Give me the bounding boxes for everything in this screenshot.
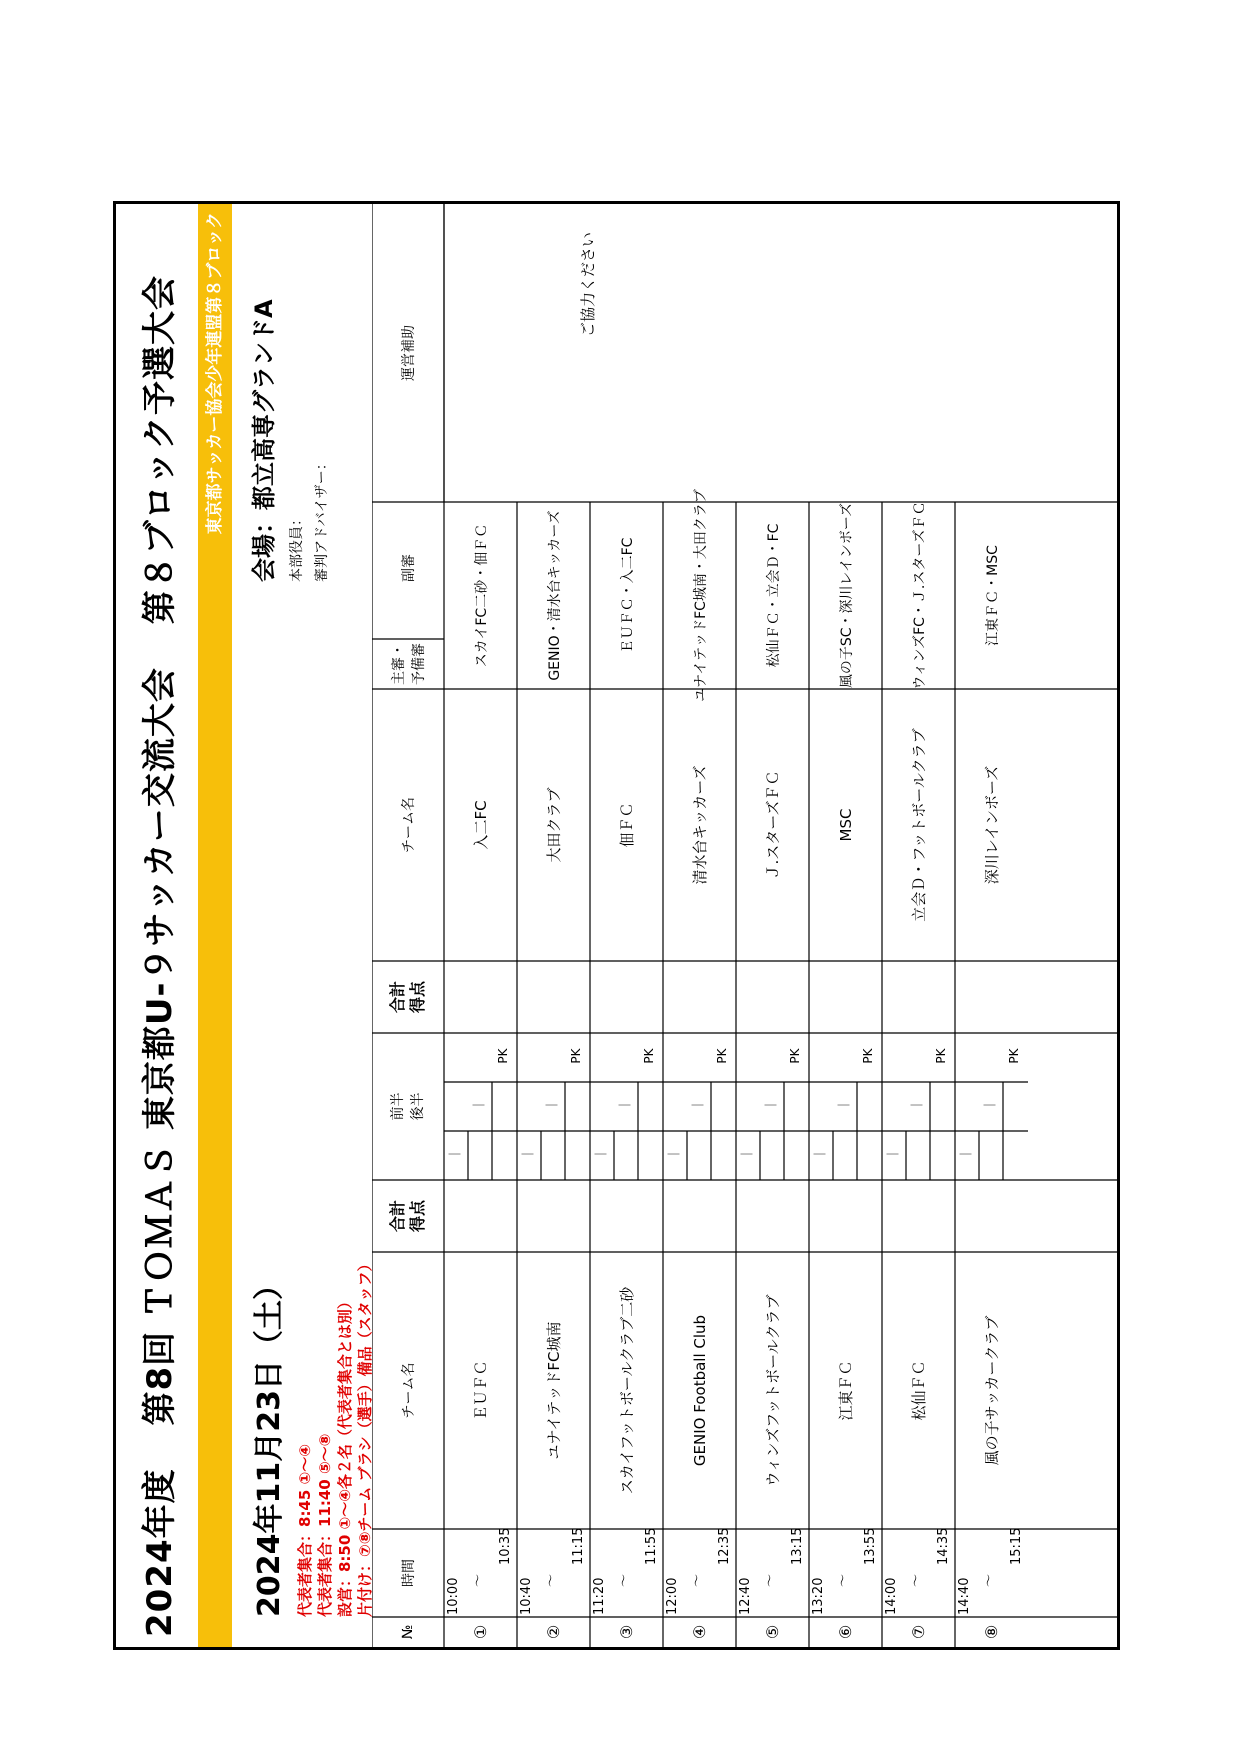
first-half-dash: ｜ <box>521 1148 535 1161</box>
match-table <box>372 204 1117 1647</box>
first-half-dash: ｜ <box>886 1148 900 1161</box>
match-end-time: 13:15 <box>790 1527 805 1565</box>
cooperation-note: ご協力ください <box>579 231 597 337</box>
match-start-time: 14:00 <box>884 1577 899 1615</box>
match-start-time: 12:40 <box>738 1577 753 1615</box>
match-number: ⑥ <box>836 1624 855 1640</box>
match-time-tilde: 〜 <box>909 1573 924 1587</box>
header-total-b <box>372 961 444 1033</box>
second-half-dash: ｜ <box>983 1099 997 1112</box>
pk-label: PK <box>861 1048 875 1064</box>
match-start-time: 12:00 <box>665 1577 680 1615</box>
header-points-label: 得点 <box>408 981 427 1014</box>
match-number: ② <box>544 1624 563 1640</box>
match-number: ① <box>471 1624 490 1640</box>
team-a-name: ウィンズフットボールクラブ <box>764 1294 782 1487</box>
header-second-half: 後半 <box>410 1092 426 1121</box>
match-number: ⑦ <box>909 1624 928 1640</box>
page-title <box>124 217 196 1637</box>
referee-assignment: ユナイテッドFC城南・大田クラブ <box>692 489 709 702</box>
match-number: ④ <box>690 1624 709 1640</box>
header-time: 時間 <box>401 1559 417 1587</box>
match-end-time: 10:35 <box>498 1527 513 1565</box>
header-assistant: 副審 <box>401 554 417 582</box>
team-b-name: 清水台キッカーズ <box>691 765 709 885</box>
team-b-name: 大田クラブ <box>545 787 563 863</box>
team-a-name: 松仙ＦＣ <box>910 1360 928 1421</box>
referee-assignment: スカイFC二砂・佃ＦＣ <box>473 523 490 668</box>
title-tournament: 第8回 ＴＯＭＡＳ 東京都U-９サッカー交流大会 <box>140 667 180 1426</box>
pk-label: PK <box>569 1048 583 1064</box>
second-half-dash: ｜ <box>545 1099 559 1112</box>
team-a-name: GENIO Football Club <box>690 1314 709 1467</box>
referee-assignment: ＥＵＦＣ・入二FC <box>619 537 636 654</box>
note-representative-1: 代表者集合：8:45 ①〜④ <box>296 1444 314 1617</box>
second-half-dash: ｜ <box>691 1099 705 1112</box>
staff-referee-advisor: 審判アドバイザー： <box>314 456 330 582</box>
match-time-tilde: 〜 <box>763 1573 778 1587</box>
team-b-name: 佃ＦＣ <box>618 802 636 848</box>
pk-label: PK <box>642 1048 656 1064</box>
team-a-name: ユナイテッドFC城南 <box>545 1321 563 1460</box>
team-a-name: スカイフットボールクラブ二砂 <box>618 1286 636 1495</box>
organizer-name: 東京都サッカー協会少年連盟第８ブロック <box>205 212 225 535</box>
referee-assignment: ウィンズFC・Ｊ.スターズＦＣ <box>911 501 928 690</box>
event-date: 2024年11月23日（土） <box>252 1270 287 1617</box>
pk-label: PK <box>496 1048 510 1064</box>
match-start-time: 11:20 <box>592 1577 607 1615</box>
match-start-time: 10:40 <box>519 1577 534 1615</box>
note-representative-2: 代表者集合：11:40 ⑤〜⑧ <box>316 1433 334 1617</box>
header-total-a <box>372 1180 444 1252</box>
sheet-content <box>113 201 1120 1650</box>
venue: 会場：都立高専グランドA <box>250 299 278 582</box>
referee-assignment: GENIO・清水台キッカーズ <box>546 510 563 681</box>
pk-label: PK <box>934 1048 948 1064</box>
header-referee: 主審・予備審 <box>391 643 427 685</box>
header-total-label: 合計 <box>388 1200 407 1233</box>
match-end-time: 13:55 <box>863 1527 878 1565</box>
first-half-dash: ｜ <box>740 1148 754 1161</box>
match-end-time: 14:35 <box>936 1527 951 1565</box>
match-end-time: 11:55 <box>644 1527 659 1565</box>
match-time-tilde: 〜 <box>690 1573 705 1587</box>
first-half-dash: ｜ <box>667 1148 681 1161</box>
header-team-b: チーム名 <box>401 797 417 853</box>
team-a-name: 風の子サッカークラブ <box>983 1315 1001 1466</box>
title-year: 2024年度 <box>140 1468 180 1637</box>
team-a-name: 江東ＦＣ <box>837 1360 855 1421</box>
header-support: 運営補助 <box>401 325 417 381</box>
team-b-name: MSC <box>836 808 855 842</box>
referee-assignment: 風の子SC・深川レインボーズ <box>838 502 855 689</box>
second-half-dash: ｜ <box>764 1099 778 1112</box>
second-half-dash: ｜ <box>910 1099 924 1112</box>
pk-label: PK <box>1007 1048 1021 1064</box>
match-number: ⑧ <box>982 1624 1001 1640</box>
second-half-dash: ｜ <box>618 1099 632 1112</box>
header-team-a: チーム名 <box>401 1362 417 1419</box>
referee-assignment: 江東ＦＣ・MSC <box>984 545 1001 646</box>
second-half-dash: ｜ <box>837 1099 851 1112</box>
team-b-name: 入二FC <box>472 800 490 850</box>
header-points-label: 得点 <box>408 1200 427 1233</box>
match-start-time: 14:40 <box>957 1577 972 1615</box>
match-sheet <box>113 201 1120 1650</box>
match-start-time: 13:20 <box>811 1577 826 1615</box>
match-time-tilde: 〜 <box>471 1573 486 1587</box>
second-half-dash: ｜ <box>472 1099 486 1112</box>
staff-headquarters: 本部役員： <box>289 512 305 582</box>
match-number: ③ <box>617 1624 636 1640</box>
header-halves <box>372 1033 444 1180</box>
match-end-time: 12:35 <box>717 1527 732 1565</box>
first-half-dash: ｜ <box>959 1148 973 1161</box>
header-total-label: 合計 <box>388 981 407 1014</box>
match-number: ⑤ <box>763 1624 782 1640</box>
match-time-tilde: 〜 <box>982 1573 997 1587</box>
team-b-name: 深川レインボーズ <box>983 765 1001 885</box>
match-end-time: 11:15 <box>571 1527 586 1565</box>
header-referee-group <box>372 502 444 689</box>
first-half-dash: ｜ <box>594 1148 608 1161</box>
team-b-name: 立会Ｄ・フットボールクラブ <box>910 728 928 922</box>
match-time-tilde: 〜 <box>617 1573 632 1587</box>
match-time-tilde: 〜 <box>836 1573 851 1587</box>
referee-assignment: 松仙ＦＣ・立会Ｄ・FC <box>765 523 782 668</box>
match-end-time: 15:15 <box>1009 1527 1024 1565</box>
first-half-dash: ｜ <box>448 1148 462 1161</box>
organizer-bar <box>198 204 232 1647</box>
match-start-time: 10:00 <box>446 1577 461 1615</box>
header-no: № <box>400 1624 416 1640</box>
pk-label: PK <box>788 1048 802 1064</box>
first-half-dash: ｜ <box>813 1148 827 1161</box>
team-b-name: Ｊ.スターズＦＣ <box>764 770 782 880</box>
title-block: 第８ブロック予選大会 <box>140 274 180 625</box>
note-cleanup: 片付け：⑦⑧チーム ブラシ（選手）備品（スタッフ） <box>356 1256 374 1617</box>
header-first-half: 前半 <box>390 1092 406 1121</box>
match-time-tilde: 〜 <box>544 1573 559 1587</box>
pk-label: PK <box>715 1048 729 1064</box>
note-setup: 設営：8:50 ①〜④各２名（代表者集合とは別） <box>336 1294 354 1617</box>
team-a-name: ＥＵＦＣ <box>472 1360 490 1421</box>
